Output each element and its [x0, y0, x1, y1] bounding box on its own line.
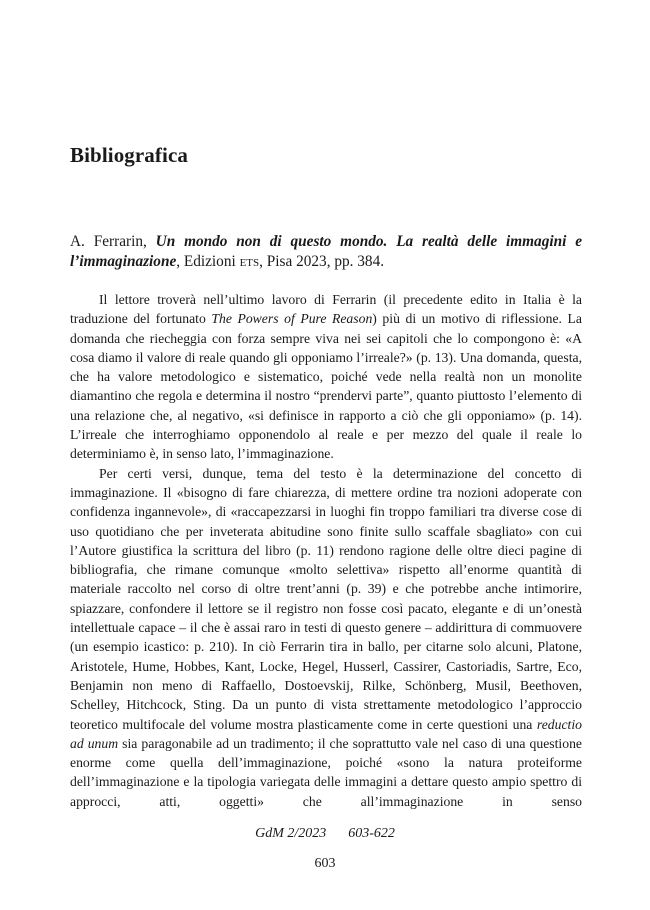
review-body: [70, 290, 582, 811]
citation-book-title: Un mondo non di questo mondo. La realtà delle immagini e l’immaginazione: [70, 233, 582, 270]
paragraph-2: [70, 464, 582, 811]
page-range: 603-622: [348, 826, 395, 841]
journal-issue: GdM 2/2023: [255, 826, 327, 841]
section-title: Bibliografica: [70, 143, 188, 167]
paragraph-1-work-title: The Powers of Pure Reason: [211, 311, 373, 327]
paragraph-1-text-b: ) più di un motivo di riflessione. La domanda che riecheggia con forza sempre viva nei sei capitoli che lo compongono è: «A cosa diamo il valore di reale quando gli opponiamo l’irreale?» (p. 13). Una domanda, questa, che ha valore metodologico e sistematico, poiché vede nella realtà non un monolite diamantino che regola e determina il nostro “prendervi parte”, quanto piuttosto l’elemento di una relazione che, al negativo, «si definisce in rapporto a ciò che gli opponiamo» (p. 14). L’irreale che interroghiamo opponendolo al reale e per mezzo del quale il reale lo determiniamo è, in senso lato, l’immaginazione.: [70, 311, 582, 462]
paragraph-2-text-b: sia paragonabile ad un tradimento; il che soprattutto vale nel caso di una questione enorme come quella dell’immaginazione, poiché «sono la natura proteiforme dell’immaginazione e la tipologia variegata delle immagini a dettare questo ampio spettro di approcci, atti, oggetti» che all’immaginazione in senso: [70, 735, 582, 809]
paragraph-2-text-a: Per certi versi, dunque, tema del testo è la determinazione del concetto di immaginazione. Il «bisogno di fare chiarezza, di mettere ordine tra nozioni adoperate con confidenza ingannevole», di «raccapezzarsi in luoghi fin troppo familiari tra diverse cose di uso quotidiano che per inveterata abitudine sono finite sullo scaffale sbagliato» con cui l’Autore giustifica la scrittura del libro (p. 11) rendono ragione delle oltre dieci pagine di bibliografia, che rimane comunque «molto selettiva» rispetto all’enorme quantità di materiale raccolto nel corso di oltre trent’anni (p. 39) e che potrebbe anche intimorire, spiazzare, confondere il lettore se il registro non fosse così pacato, elegante e di un’onestà intellettuale capace – il che è assai raro in testi di questo genere – addirittura di commuovere (un esempio icastico: p. 210). In ciò Ferrarin tira in ballo, per citarne solo alcuni, Platone, Aristotele, Hume, Hobbes, Kant, Locke, Hegel, Husserl, Cassirer, Castoriadis, Sartre, Eco, Benjamin non meno di Raffaello, Dostoevskij, Rilke, Schönberg, Musil, Beethoven, Schelley, Hitchcock, Sting. Da un punto di vista strettamente metodologico l’approccio teoretico multifocale del volume mostra plasticamente come in certe questioni una: [70, 465, 582, 732]
citation-publisher-abbr: ets: [239, 253, 260, 270]
page-number: 603: [314, 856, 336, 871]
running-footer: [0, 826, 650, 842]
paragraph-1: [70, 290, 582, 464]
citation-details: , Pisa 2023, pp. 384.: [259, 253, 385, 270]
paragraph-1-text-a: Il lettore troverà nell’ultimo lavoro di Ferrarin (il precedente edito in Italia è la traduzione del fortunato: [70, 292, 582, 327]
citation-publisher-prefix: , Edizioni: [176, 253, 240, 270]
citation-author: A. Ferrarin,: [70, 233, 156, 250]
book-citation: [70, 232, 582, 272]
paragraph-2-latin-phrase: reductio ad unum: [70, 716, 582, 751]
